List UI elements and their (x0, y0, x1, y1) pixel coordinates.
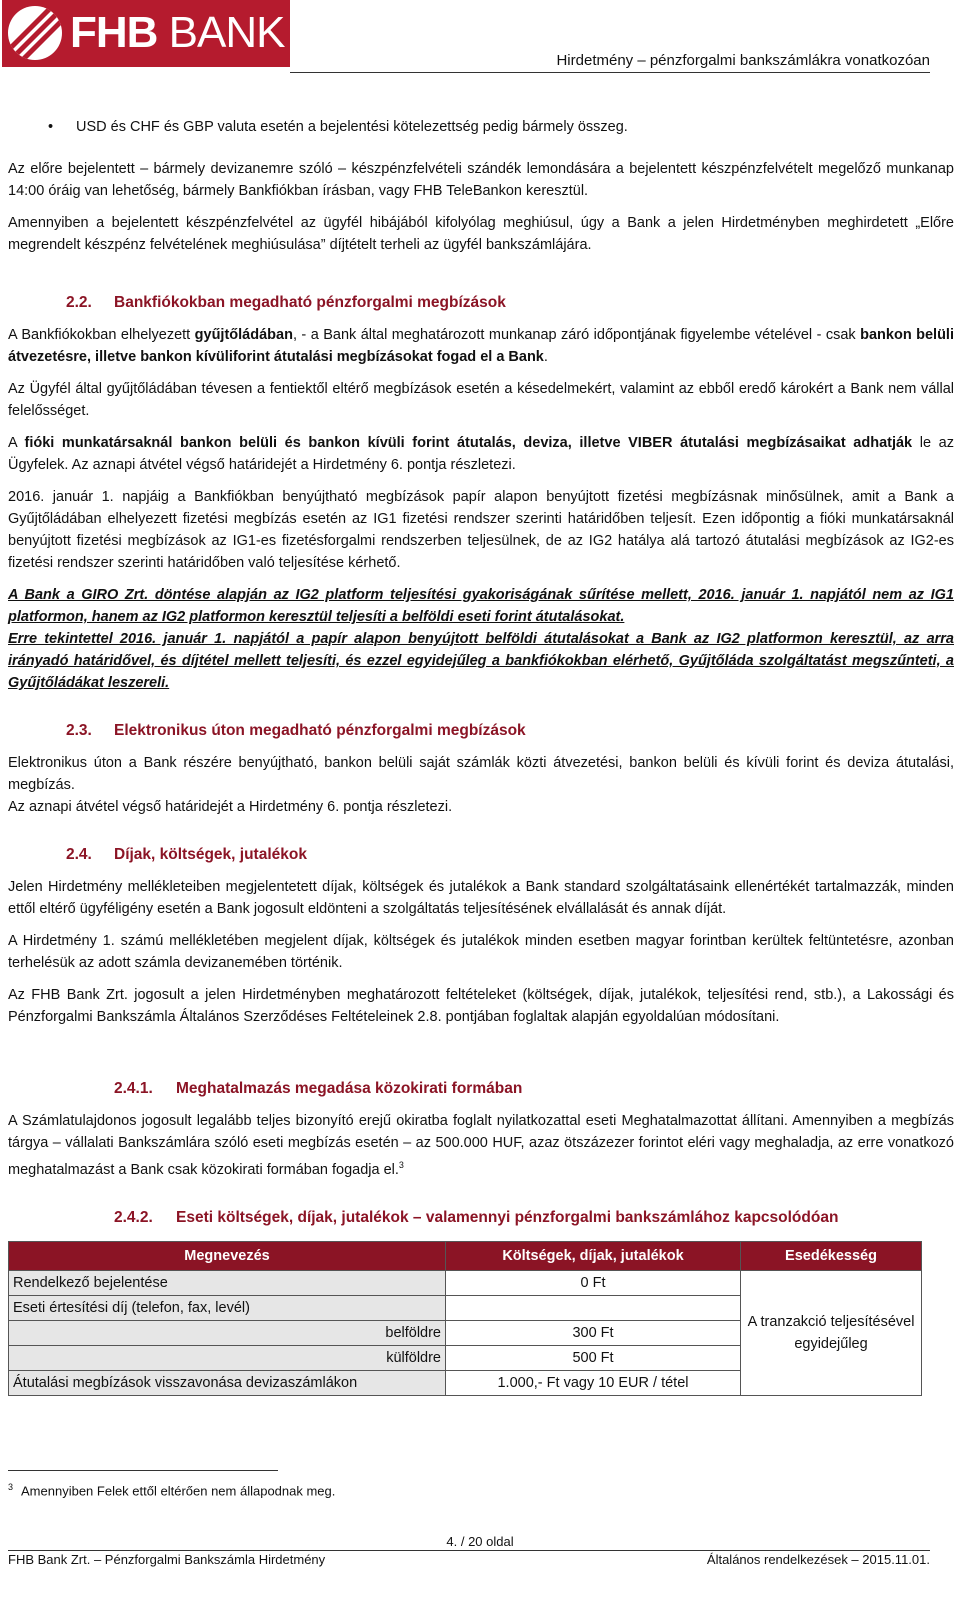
section-heading-2-4: 2.4. Díjak, költségek, jutalékok (66, 846, 307, 863)
logo-stripes-icon (8, 6, 62, 60)
footnote-divider (8, 1470, 278, 1471)
section-heading-2-4-1: 2.4.1. Meghatalmazás megadása közokirati formában (114, 1080, 523, 1097)
paragraph: Jelen Hirdetmény mellékleteiben megjelentetett díjak, költségek és jutalékok a Bank standard szolgáltatásaink ellenértékét tartalmazzák, minden ettől eltérő ügyféligény esetén a Bank jogosult eldönteni a szolgáltatás teljesítésének elvállalását és annak díját. (8, 879, 954, 917)
bullet-icon: • (48, 119, 54, 135)
section-heading-2-4-2: 2.4.2. Eseti költségek, díjak, jutalékok – valamennyi pénzforgalmi bankszámlához kapcsolódóan (114, 1208, 839, 1226)
section-heading-2-3: 2.3. Elektronikus úton megadható pénzforgalmi megbízások (66, 722, 526, 739)
header-title: Hirdetmény – pénzforgalmi bankszámlákra vonatkozóan (556, 52, 930, 69)
column-header: Költségek, díjak, jutalékok (446, 1241, 741, 1270)
table-row: belföldre 300 Ft (9, 1320, 922, 1345)
paragraph: A Bankfiókokban elhelyezett gyűjtőládában, - a Bank által meghatározott munkanap záró időpontjának figyelembe vételével - csak bankon belüli átvezetésre, illetve bankon kívüliforint átutalási megbízásokat fogad el a Bank. (8, 327, 954, 365)
table-row: Eseti értesítési díj (telefon, fax, levél) (9, 1295, 922, 1320)
table-row: Átutalási megbízások visszavonása devizaszámlákon 1.000,- Ft vagy 10 EUR / tétel (9, 1370, 922, 1395)
logo-text: FHB BANK (70, 8, 285, 57)
footnote-ref: 3 (398, 1160, 404, 1170)
column-header: Esedékesség (741, 1241, 922, 1270)
column-header: Megnevezés (9, 1241, 446, 1270)
table-row: Rendelkező bejelentése 0 Ft A tranzakció teljesítésével egyidejűleg (9, 1270, 922, 1295)
table-row: külföldre 500 Ft (9, 1345, 922, 1370)
paragraph: Az FHB Bank Zrt. jogosult a jelen Hirdetményben meghatározott feltételeket (költségek, díjak, jutalékok, teljesítési rend, stb.), a Lakossági és Pénzforgalmi Bankszámla Általános Szerződéses Feltételeinek 2.8. pontjában foglaltak alapján egyoldalúan módosítani. (8, 987, 954, 1025)
paragraph: Amennyiben a bejelentett készpénzfelvétel az ügyfél hibájából kifolyólag meghiúsul, úgy a Bank a jelen Hirdetményben meghirdetett „Előre megrendelt készpénz felvételének meghiúsulása” díjtételt terheli az ügyfél bankszámlájára. (8, 215, 954, 253)
fhb-bank-logo (2, 0, 290, 67)
bullet-text: USD és CHF és GBP valuta esetén a bejelentési kötelezettség pedig bármely összeg. (76, 119, 628, 135)
fees-table (8, 1241, 922, 1396)
document-body (8, 108, 954, 1396)
due-cell: A tranzakció teljesítésével egyidejűleg (741, 1270, 922, 1395)
paragraph: A Hirdetmény 1. számú mellékletében megjelent díjak, költségek és jutalékok minden esetben magyar forintban kerültek feltüntetésre, azonban terhelésük az adott számla devizanemében történik. (8, 933, 954, 971)
page-number: 4. / 20 oldal (446, 1534, 514, 1549)
paragraph: Az előre bejelentett – bármely devizanemre szóló – készpénzfelvételi szándék lemondására a bejelentett készpénzfelvételt megelőző munkanap 14:00 óráig van lehetőség, bármely Bankfiókban írásban, vagy FHB TeleBankon keresztül. (8, 161, 954, 199)
paragraph: A fióki munkatársaknál bankon belüli és bankon kívüli forint átutalás, deviza, illetve VIBER átutalási megbízásaikat adhatják le az Ügyfelek. Az aznapi átvétel végső határidejét a Hirdetmény 6. pontja részletezi. (8, 435, 954, 473)
table-header-row (9, 1241, 922, 1270)
paragraph: Az aznapi átvétel végső határidejét a Hirdetmény 6. pontja részletezi. (8, 799, 453, 815)
header-divider (290, 72, 930, 73)
bullet-item (8, 116, 954, 138)
paragraph: Elektronikus úton a Bank részére benyújtható, bankon belüli saját számlák közti átvezetési, bankon belüli és kívüli forint és deviza átutalási, megbízás. (8, 755, 954, 793)
footer-left: FHB Bank Zrt. – Pénzforgalmi Bankszámla Hirdetmény (8, 1552, 326, 1567)
footer-divider (8, 1550, 930, 1551)
paragraph: 2016. január 1. napjáig a Bankfiókban benyújtható megbízások papír alapon benyújtott fizetési megbízásnak minősülnek, amit a Bank a Gyűjtőládában elhelyezett fizetési megbízás esetén az IG1 fizetési rendszer szerinti határidőben teljesít. Ezen időpontig a fióki munkatársaknál benyújtott fizetési megbízások az IG1-es fizetésforgalmi rendszerben teljesülnek, de az IG2 hatálya alá tartozó átutalási megbízások az IG2-es fizetési rendszer szerinti határidőben való teljesítése kérhető. (8, 489, 954, 571)
paragraph: Az Ügyfél által gyűjtőládában tévesen a fentiektől eltérő megbízások esetén a késedelmekért, valamint az ebből eredő károkért a Bank nem vállal felelősséget. (8, 381, 954, 419)
section-heading-2-2: 2.2. Bankfiókokban megadható pénzforgalmi megbízások (66, 294, 506, 311)
paragraph: A Számlatulajdonos jogosult legalább teljes bizonyító erejű okiratba foglalt nyilatkozattal eseti Meghatalmazottat állítani. Amennyiben a megbízás tárgya – vállalati Bankszámlára szóló eseti megbízás esetén – az 500.000 HUF, azaz ötszázezer forintot eléri vagy meghaladja, az erre vonatkozó meghatalmazást a Bank csak közokirati formában fogadja el.$^3$ (8, 1113, 954, 1178)
emphasis-paragraph: A Bank a GIRO Zrt. döntése alapján az IG2 platform teljesítési gyakoriságának sűrítése mellett, 2016. január 1. napjától nem az IG1 platformon, hanem az IG2 platformon keresztül teljesíti a belföldi eseti forint átutalásokat. (8, 587, 954, 625)
footnote: $^3$ Amennyiben Felek ettől eltérően nem állapodnak meg. (8, 1482, 336, 1499)
emphasis-paragraph: Erre tekintettel 2016. január 1. napjától a papír alapon benyújtott belföldi átutalásokat a Bank az IG2 platformon keresztül, az arra irányadó határidővel, és díjtétel mellett teljesíti, és ezzel egyidejűleg a bankfiókokban elérhető, Gyűjtőláda szolgáltatást megszűnteti, a Gyűjtőládákat leszereli. (8, 631, 954, 691)
footer-right: Általános rendelkezések – 2015.11.01. (706, 1552, 930, 1567)
